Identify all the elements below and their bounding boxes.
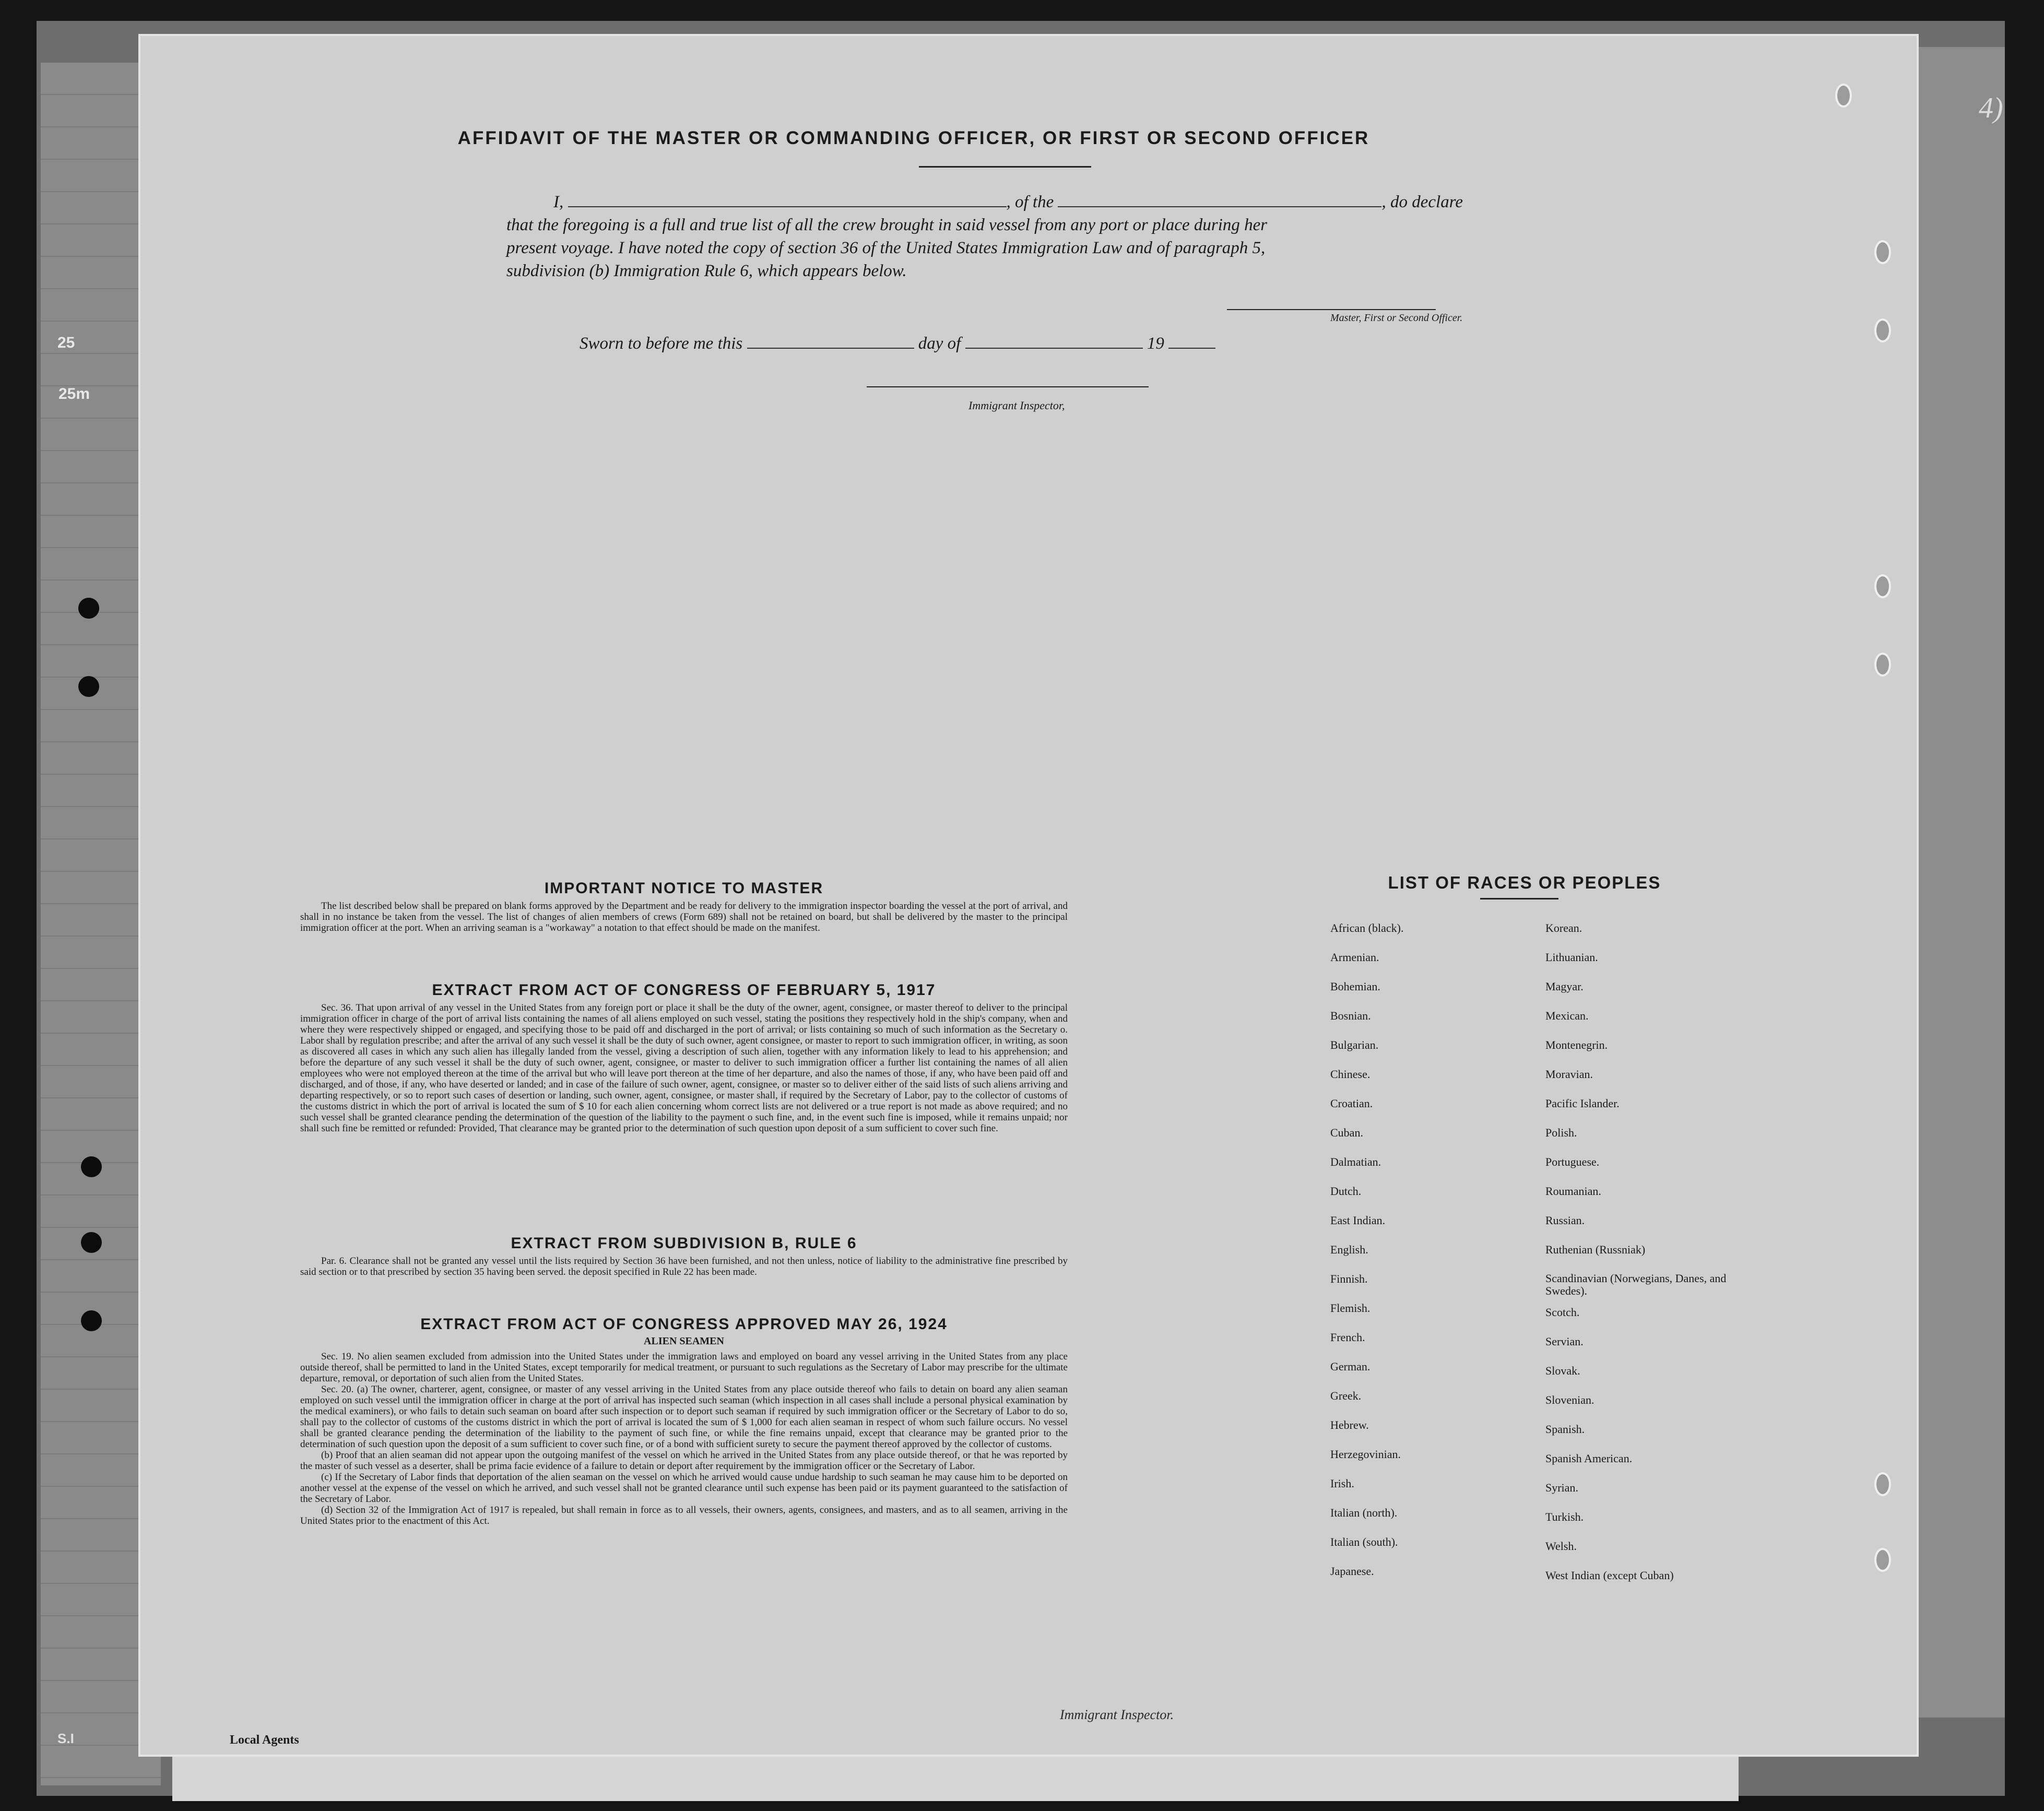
section-20b-paragraph: (b) Proof that an alien seaman did not appear upon the outgoing manifest of the vessel on which he arrived in the United States from any place outside thereof, or that he was reported by the master of such vessel as a deserter, shall be prima facie evidence of a failure to detain or deport after requirement by the immigration officer or the Secretary of Labor. (300, 1450, 1068, 1472)
race-item: Italian (north). (1330, 1506, 1398, 1519)
sworn-year: 19 (1147, 334, 1164, 353)
affidavit-line-1 (506, 191, 1504, 214)
race-item: Magyar. (1545, 980, 1584, 993)
race-item: Flemish. (1330, 1301, 1370, 1315)
race-item: Irish. (1330, 1477, 1354, 1490)
race-item: Herzegovinian. (1330, 1448, 1401, 1461)
race-item: West Indian (except Cuban) (1545, 1569, 1674, 1582)
title-divider (919, 166, 1091, 168)
race-item: Scandinavian (Norwegians, Danes, and Swedes). (1545, 1272, 1727, 1297)
race-item: Korean. (1545, 921, 1582, 934)
race-item: Mexican. (1545, 1009, 1589, 1022)
races-divider (1480, 898, 1558, 899)
month-blank (965, 335, 1143, 349)
inspector-signature-line (867, 386, 1149, 387)
alien-seamen-subtitle: ALIEN SEAMEN (644, 1335, 724, 1347)
race-item: English. (1330, 1243, 1368, 1256)
section-20a-paragraph: Sec. 20. (a) The owner, charterer, agent, consignee, or master of any vessel arriving in the United States from any place outside thereof who fails to detain on board any alien seaman employed on such vessel until the immigration officer in charge at the port of arrival has inspected such seaman (which inspection in all cases shall include a personal physical examination by the medical examiners), or who fails to detain such seaman on board after such inspection or to deport such seaman if required by such immigration officer or the Secretary of Labor to do so, shall pay to the collector of customs of the customs district in which the port of arrival is located the sum of $ 1,000 for each alien seaman in respect of whom such failure occurs. No vessel shall be granted clearance pending the determination of the liability to the payment of such fine, or while the fine remains unpaid, except that clearance may be granted prior to the determination of such question upon the deposit of a sum sufficient to cover such fine, or of a bond with sufficient surety to secure the payment thereof approved by the collector of customs. (300, 1384, 1068, 1450)
notice-paragraph: The list described below shall be prepared on blank forms approved by the Department and be ready for delivery to the immigration inspector boarding the vessel at the port of arrival, and shall in no instance be taken from the vessel. The list of changes of alien members of crews (Form 689) shall not be retained on board, but shall be delivered by the master to the principal immigration officer at the port. When an arriving seaman is a "workaway" a notation to that effect should be made on the manifest. (300, 901, 1068, 933)
inspector-caption: Immigrant Inspector, (968, 399, 1065, 412)
race-item: Polish. (1545, 1126, 1577, 1139)
race-item: Moravian. (1545, 1068, 1593, 1081)
race-item: Syrian. (1545, 1481, 1578, 1494)
punch-hole (78, 676, 99, 697)
race-item: Ruthenian (Russniak) (1545, 1243, 1646, 1256)
race-item: Portuguese. (1545, 1155, 1600, 1168)
rule-6-title: EXTRACT FROM SUBDIVISION B, RULE 6 (511, 1235, 857, 1252)
binder-ring (1835, 84, 1852, 108)
race-item: Spanish American. (1545, 1452, 1633, 1465)
races-right-column (1545, 921, 1733, 1598)
race-item: Cuban. (1330, 1126, 1363, 1139)
race-item: Montenegrin. (1545, 1038, 1608, 1051)
page-number: 4) (1979, 92, 2003, 124)
bottom-inspector-caption: Immigrant Inspector. (1060, 1707, 1174, 1722)
affidavit-line-2: that the foregoing is a full and true list of all the crew brought in said vessel from any port or place during her (506, 216, 1268, 234)
section-19-paragraph: Sec. 19. No alien seamen excluded from admission into the United States under the immigration laws and employed on board any vessel arriving in the United States from any place outside thereof, shall be permitted to land in the United States, except temporarily for medical treatment, or pursuant to such regulations as the Secretary of Labor may prescribe for the ultimate departure, removal, or deportation of such alien from the United States. (300, 1351, 1068, 1384)
race-item: Slovenian. (1545, 1393, 1594, 1406)
binder-ring (1874, 318, 1891, 342)
race-item: Bohemian. (1330, 980, 1380, 993)
race-item: Dutch. (1330, 1185, 1362, 1198)
race-item: Armenian. (1330, 951, 1379, 964)
sworn-day-of: day of (918, 334, 961, 353)
sworn-line (580, 334, 1215, 353)
race-item: Finnish. (1330, 1272, 1368, 1285)
race-item: Russian. (1545, 1214, 1585, 1227)
affidavit-i: I, (553, 193, 564, 211)
name-blank (568, 193, 1007, 207)
notice-body (300, 901, 1068, 933)
affidavit-body (506, 191, 1504, 282)
day-blank (747, 335, 914, 349)
local-agents-label: Local Agents (230, 1733, 299, 1747)
race-item: Spanish. (1545, 1423, 1585, 1436)
punch-hole (78, 598, 99, 619)
race-item: Greek. (1330, 1389, 1362, 1402)
binder-ring (1874, 1548, 1891, 1572)
race-item: Bulgarian. (1330, 1038, 1379, 1051)
extract-1917-title: EXTRACT FROM ACT OF CONGRESS OF FEBRUARY 5, 1917 (432, 981, 936, 999)
punch-hole (81, 1232, 102, 1253)
year-blank (1168, 335, 1215, 349)
section-20c-paragraph: (c) If the Secretary of Labor finds that deportation of the alien seaman on the vessel on which he arrived would cause undue hardship to such seaman he may cause him to be deported on another vessel at the expense of the vessel on which he arrived, and such vessel shall not be granted clearance until such expense has been paid or its payment guaranteed to the satisfaction of the Secretary of Labor. (300, 1472, 1068, 1505)
race-item: Chinese. (1330, 1068, 1370, 1081)
race-item: Welsh. (1545, 1540, 1577, 1553)
affidavit-line-3: present voyage. I have noted the copy of section 36 of the United States Immigration Law and of paragraph 5, (506, 239, 1266, 257)
race-item: Hebrew. (1330, 1418, 1369, 1431)
races-title: LIST OF RACES OR PEOPLES (1388, 873, 1661, 892)
affidavit-of-the: , of the (1006, 193, 1054, 211)
race-item: East Indian. (1330, 1214, 1386, 1227)
race-item: Japanese. (1330, 1565, 1374, 1578)
affidavit-line-4: subdivision (b) Immigration Rule 6, which appears below. (506, 262, 907, 280)
punch-hole (81, 1310, 102, 1331)
extract-1924-body (300, 1351, 1068, 1526)
race-item: Turkish. (1545, 1510, 1584, 1523)
punch-hole (81, 1156, 102, 1177)
affidavit-title: AFFIDAVIT OF THE MASTER OR COMMANDING OFFICER, OR FIRST OR SECOND OFFICER (457, 128, 1370, 148)
affidavit-declare: , do declare (1381, 193, 1463, 211)
race-item: Scotch. (1545, 1306, 1580, 1319)
notice-title: IMPORTANT NOTICE TO MASTER (544, 880, 824, 897)
extract-1917-body (300, 1002, 1068, 1134)
rule-6-body (300, 1256, 1068, 1277)
rule-6-paragraph: Par. 6. Clearance shall not be granted any vessel until the lists required by Section 36 have been furnished, and not then unless, notice of liability to the administrative fine prescribed by said section or to that prescribed by section 35 having been served. the deposit specified in Rule 22 has been made. (300, 1256, 1068, 1277)
race-item: Servian. (1545, 1335, 1584, 1348)
race-item: Roumanian. (1545, 1185, 1601, 1198)
binder-ring (1874, 653, 1891, 677)
binder-ring (1874, 240, 1891, 264)
race-item: Bosnian. (1330, 1009, 1371, 1022)
race-item: African (black). (1330, 921, 1404, 934)
vessel-blank (1058, 193, 1381, 207)
races-left-column (1330, 921, 1403, 1594)
race-item: Slovak. (1545, 1364, 1580, 1377)
sworn-prefix: Sworn to before me this (580, 334, 743, 353)
right-background-sheet (1911, 47, 2005, 1718)
footer-si-label: S.I (57, 1731, 74, 1746)
margin-note-25m: 25m (58, 385, 90, 403)
binder-ring (1874, 574, 1891, 598)
race-item: Croatian. (1330, 1097, 1373, 1110)
race-item: Lithuanian. (1545, 951, 1598, 964)
race-item: Italian (south). (1330, 1535, 1398, 1548)
binder-ring (1874, 1472, 1891, 1496)
section-20d-paragraph: (d) Section 32 of the Immigration Act of 1917 is repealed, but shall remain in force as to all vessels, their owners, agents, consignees, and masters, and as to all seamen, arriving in the United States prior to the enactment of this Act. (300, 1505, 1068, 1526)
section-36-paragraph: Sec. 36. That upon arrival of any vessel in the United States from any foreign port or place it shall be the duty of the owner, agent, consignee, or master thereof to deliver to the principal immigration officer in charge of the port of arrival lists containing the names of all aliens employed on such vessel, stating the positions they respectively hold in the ship's company, when and where they were respectively shipped or engaged, and specifying those to be paid off and discharged in the port of arrival; or lists containing so much of such information as the Secretary o. Labor shall by regulation prescribe; and after the arrival of any such vessel it shall be the duty of such owner, agent consignee, or master to report to such immigration officer, in writing, as soon as discovered all cases in which any such alien has illegally landed from the vessel, giving a description of such alien, together with any information likely to lead to his apprehension; and before the departure of any such vessel it shall be the duty of such owner, agent, consignee, or master to deliver to such immigration officer a further list containing the names of all alien employees who were not employed thereon at the time of the arrival but who will leave port thereon at the time of her departure, and also the names of those, if any, who have been paid off and discharged, and of those, if any, who have deserted or landed; and in case of the failure of such owner, agent, consignee, or master so to deliver either of the said lists of such aliens arriving and departing respectively, or so to report such cases of desertion or landing, such owner, agent, consignee, or master shall, if required by the Secretary of Labor, pay to the collector of customs of the customs district in which the port of arrival is located the sum of $ 10 for each alien concerning whom correct lists are not delivered or a true report is not made as above required; and no such vessel shall be granted clearance pending the determination of the question of the liability to the payment o such fine, and, in the event such fine is imposed, while it remains unpaid; nor shall such fine be remitted or refunded: Provided, That clearance may be granted prior to the determination of such question upon deposit of a sum sufficient to cover such fine. (300, 1002, 1068, 1134)
race-item: German. (1330, 1360, 1370, 1373)
race-item: French. (1330, 1331, 1365, 1344)
signature-line (1227, 309, 1436, 310)
extract-1924-title: EXTRACT FROM ACT OF CONGRESS APPROVED MAY 26, 1924 (420, 1316, 948, 1333)
race-item: Dalmatian. (1330, 1155, 1381, 1168)
race-item: Pacific Islander. (1545, 1097, 1620, 1110)
margin-note-25: 25 (57, 334, 75, 351)
signer-caption: Master, First or Second Officer. (1330, 312, 1463, 324)
